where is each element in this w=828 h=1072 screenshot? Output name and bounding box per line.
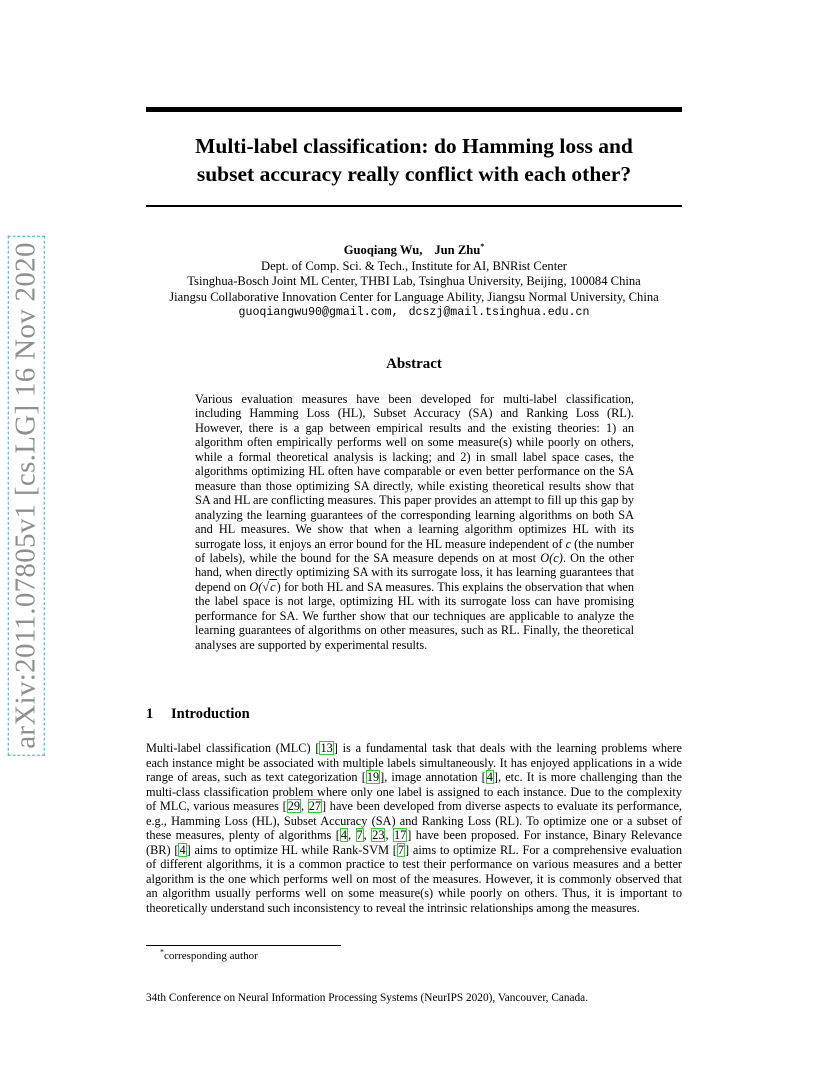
intro-text: ] is a fundamental task that deals with the learning problems where each instance might be associated with multiple labels simultaneously. It has enjoyed applications in a wide range of areas, such as text categorization [ (146, 741, 682, 785)
citation-link[interactable]: 7 (356, 828, 363, 843)
intro-text: , (348, 828, 356, 843)
title-line-1: Multi-label classification: do Hamming loss and (195, 134, 633, 158)
footnote-rule (146, 945, 341, 946)
intro-text: ] aims to optimize HL while Rank-SVM [ (186, 842, 397, 857)
citation-link[interactable]: 27 (308, 799, 322, 814)
section-title: Introduction (171, 706, 250, 722)
intro-text: ] have been developed from diverse aspects to evaluate its performance, e.g., Hamming Loss (HL), Subset Accuracy (SA) and Ranking Loss (RL). To optimize one or a subset of these measures, plenty of algorithms [ (146, 799, 683, 843)
intro-text: ] have been proposed. For instance, Binary Relevance (BR) [ (146, 828, 682, 857)
arxiv-stamp-text: arXiv:2011.07805v1 [cs.LG] 16 Nov 2020 (8, 235, 45, 755)
introduction-paragraph (146, 741, 682, 916)
citation-link[interactable]: 4 (340, 828, 348, 843)
citation-link[interactable]: 4 (179, 842, 186, 857)
paper-title (146, 132, 682, 188)
intro-text: ], etc. It is more challenging than the multi-class classification problem where only one label is assigned to each instance. Due to the complexity of MLC, various measures [ (146, 770, 682, 814)
intro-text: , (385, 828, 393, 843)
footnote-mark: * (160, 947, 164, 957)
abstract-part: . On the other hand, when directly optimizing SA with its surrogate loss, it has learning guarantees that depend on (195, 550, 634, 594)
email-2: dcszj@mail.tsinghua.edu.cn (408, 306, 590, 319)
citation-link[interactable]: 17 (393, 828, 407, 843)
footnote (160, 947, 258, 962)
math-big-o-c: O(c) (540, 550, 563, 565)
conference-note: 34th Conference on Neural Information Processing Systems (NeurIPS 2020), Vancouver, Canada. (146, 992, 589, 1004)
intro-text: ], image annotation [ (380, 770, 486, 785)
abstract-heading: Abstract (386, 356, 442, 372)
citation-link[interactable]: 7 (397, 842, 405, 857)
author-2: Jun Zhu (434, 243, 481, 257)
citation-link[interactable]: 23 (372, 828, 385, 843)
abstract-text: Various evaluation measures have been developed for multi-label classification, including Hamming Loss (HL), Subset Accuracy (SA) and Ranking Loss (RL). However, there is a gap between empirical results and the existing theories: 1) an algorithm often empirically performs well on some measure(s) while poorly on others, while a formal theoretical analysis is lacking; and 2) in small label space cases, the algorithms optimizing HL often have comparable or even better performance on the SA measure than those optimizing SA directly, while existing theoretical results show that SA and HL are conflicting measures. This paper provides an attempt to fill up this gap by analyzing the learning guarantees of the corresponding learning algorithms on both SA and HL measures. We show that when a learning algorithm optimizes HL with its surrogate loss, it enjoys an error bound for the HL measure independent of c (the number of labels), while the bound for the SA measure depends on at most O(c). On the other hand, when directly optimizing SA with its surrogate loss, it has learning guarantees that depend on O(√c) for both HL and SA measures. This explains the observation that when the label space is not large, optimizing HL with its surrogate loss can have promising performance for SA. We further show that our techniques are applicable to analyze the learning guarantees of algorithms on other measures, such as RL. Finally, the theoretical analyses are supported by experimental results. (195, 392, 634, 652)
email-1: guoqiangwu90@gmail.com, (238, 306, 399, 319)
author-2-mark: * (480, 241, 485, 251)
math-big-o: O( (249, 579, 263, 594)
author-emails (100, 305, 728, 321)
title-bottom-rule (146, 205, 682, 207)
author-1: Guoqiang Wu, (343, 243, 423, 257)
intro-text: ] aims to optimize RL. For a comprehensive evaluation of different algorithms, it is a common practice to test their performance on various measures and a better algorithm is the one which performs well on most of the measures. However, it is commonly observed that an algorithm usually performs well on some measure(s) while poorly on others. Thus, it is important to theoretically understand such inconsistency to reveal the intrinsic relationships among the measures. (146, 842, 682, 916)
affiliation-2: Tsinghua-Bosch Joint ML Center, THBI Lab, Tsinghua University, Beijing, 100084 China (187, 274, 641, 288)
section-heading-introduction (146, 706, 250, 723)
arxiv-stamp (4, 241, 48, 749)
citation-link[interactable]: 29 (287, 799, 300, 814)
title-line-2: subset accuracy really conflict with each other? (196, 162, 632, 186)
math-sqrt-c: c (270, 579, 276, 594)
citation-link[interactable]: 19 (366, 770, 380, 785)
intro-text: , (300, 799, 308, 814)
abstract-part: Various evaluation measures have been developed for multi-label classification, including Hamming Loss (HL), Subset Accuracy (SA) and Ranking Loss (RL). However, there is a gap between empirical results and the existing theories: 1) an algorithm often empirically performs well on some measure(s) while poorly on others, while a formal theoretical analysis is lacking; and 2) in small label space cases, the algorithms optimizing HL often have comparable or even better performance on the SA measure than those optimizing SA directly, while existing theoretical results show that SA and HL are conflicting measures. This paper provides an attempt to fill up this gap by analyzing the learning guarantees of the corresponding learning algorithms on both SA and HL measures. We show that when a learning algorithm optimizes HL with its surrogate loss, it enjoys an error bound for the HL measure independent of (195, 392, 634, 551)
intro-text: , (363, 828, 372, 843)
author-block (100, 243, 728, 321)
title-top-rule (146, 107, 682, 112)
citation-link[interactable]: 4 (486, 770, 493, 785)
intro-text: Multi-label classification (MLC) [ (146, 741, 320, 755)
author-names (100, 243, 728, 259)
affiliation-1: Dept. of Comp. Sci. & Tech., Institute for AI, BNRist Center (260, 258, 567, 273)
citation-link[interactable]: 13 (320, 741, 333, 755)
abstract-part: (the number of labels), while the bound for the SA measure depends on at most (195, 536, 634, 565)
section-number: 1 (146, 706, 154, 722)
footnote-text: corresponding author (164, 950, 258, 962)
math-close: ) (276, 579, 281, 594)
affiliation-3: Jiangsu Collaborative Innovation Center for Language Ability, Jiangsu Normal University, China (169, 289, 659, 304)
abstract-part: for both HL and SA measures. This explains the observation that when the label space is not large, optimizing HL with its surrogate loss can have promising performance for SA. We further show that our techniques are applicable to analyze the learning guarantees of algorithms on other measures, such as RL. Finally, the theoretical analyses are supported by experimental results. (195, 579, 634, 652)
math-c: c (565, 536, 572, 551)
